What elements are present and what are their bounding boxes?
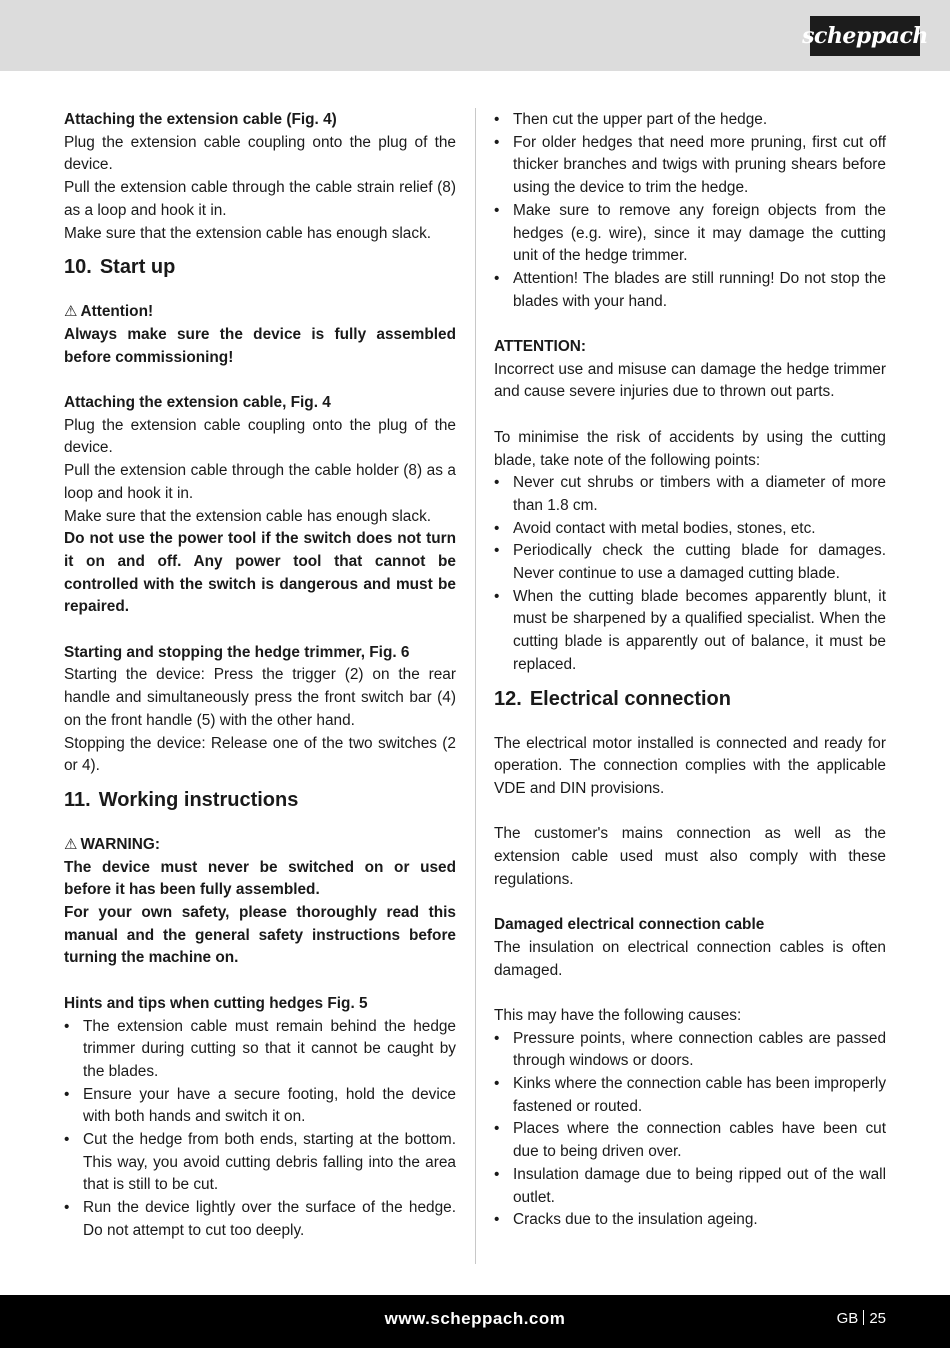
list-item: • Kinks where the connection cable has been improperly fastened or routed. <box>494 1073 886 1118</box>
list-item: • The extension cable must remain behind the hedge trimmer during cutting so that it cannot be caught by the blades. <box>64 1016 456 1084</box>
paragraph: Plug the extension cable coupling onto the plug of the device. <box>64 133 456 174</box>
list-item: • For older hedges that need more pruning, first cut off thicker branches and twigs with pruning shears before using the device to trim the hedge. <box>494 132 886 200</box>
list-item: • Pressure points, where connection cables are passed through windows or doors. <box>494 1028 886 1073</box>
list-item: • Periodically check the cutting blade for damages. Never continue to use a damaged cutting blade. <box>494 540 886 585</box>
bullet-list <box>494 109 886 313</box>
section-title: Starting and stopping the hedge trimmer, Fig. 6 <box>64 643 410 661</box>
warning-label: ⚠ WARNING: <box>64 834 456 857</box>
list-item: • Places where the connection cables have been cut due to being driven over. <box>494 1118 886 1163</box>
top-bar <box>0 0 950 71</box>
warning-triangle-icon: ⚠ <box>64 303 78 321</box>
paragraph: Pull the extension cable through the cable holder (8) as a loop and hook it in. <box>64 462 456 502</box>
paragraph: Incorrect use and misuse can damage the hedge trimmer and cause severe injuries due to thrown out parts. <box>494 360 886 401</box>
section-title: Damaged electrical connection cable <box>494 916 765 934</box>
paragraph: Plug the extension cable coupling onto the plug of the device. <box>64 416 456 457</box>
list-item: • When the cutting blade becomes apparently blunt, it must be sharpened by a qualified specialist. When the cutting blade is apparently out of balance, it must be replaced. <box>494 586 886 677</box>
list-item: • Ensure your have a secure footing, hold the device with both hands and switch it on. <box>64 1084 456 1129</box>
heading-start-up: 10. Start up <box>64 256 176 279</box>
paragraph: The insulation on electrical connection cables is often damaged. <box>494 938 886 979</box>
warning-text: The device must never be switched on or used before it has been fully assembled. <box>64 858 456 899</box>
paragraph: The customer's mains connection as well as the extension cable used must also comply with these regulations. <box>494 825 886 888</box>
paragraph: To minimise the risk of accidents by using the cutting blade, take note of the following points: <box>494 428 886 469</box>
list-item: • Insulation damage due to being ripped out of the wall outlet. <box>494 1164 886 1209</box>
bullet-list <box>64 1016 456 1243</box>
brand-logo: scheppach <box>810 16 920 56</box>
section-title: Hints and tips when cutting hedges Fig. 5 <box>64 994 368 1012</box>
attention-text: Always make sure the device is fully assembled before commissioning! <box>64 325 456 366</box>
bold-warning-paragraph: Do not use the power tool if the switch does not turn it on and off. Any power tool that cannot be controlled with the switch is dangerous and must be repaired. <box>64 530 456 616</box>
warning-triangle-icon: ⚠ <box>64 835 78 853</box>
list-item: • Never cut shrubs or timbers with a diameter of more than 1.8 cm. <box>494 472 886 517</box>
list-item: • Then cut the upper part of the hedge. <box>494 109 886 132</box>
right-column <box>494 109 886 1232</box>
bullet-list <box>494 1028 886 1232</box>
heading-electrical-connection: 12. Electrical connection <box>494 687 731 710</box>
attention-label: ⚠ Attention! <box>64 301 456 324</box>
section-title: Attaching the extension cable (Fig. 4) <box>64 111 337 128</box>
paragraph: Starting the device: Press the trigger (2) on the rear handle and simultaneously press the front switch bar (4) on the front handle (5) with the other hand. <box>64 666 456 729</box>
website-link[interactable]: www.scheppach.com <box>384 1309 566 1328</box>
footer-bar <box>0 1295 950 1348</box>
paragraph: Make sure that the extension cable has enough slack. <box>64 224 432 242</box>
section-title: Attaching the extension cable, Fig. 4 <box>64 394 331 412</box>
left-column <box>64 109 456 1243</box>
heading-working-instructions: 11. Working instructions <box>64 788 299 811</box>
paragraph: The electrical motor installed is connected and ready for operation. The connection complies with the applicable VDE and DIN provisions. <box>494 734 886 797</box>
page-number: GB 25 <box>836 1310 886 1327</box>
list-item: • Avoid contact with metal bodies, stones, etc. <box>494 518 886 541</box>
list-item: • Attention! The blades are still running! Do not stop the blades with your hand. <box>494 268 886 313</box>
list-item: • Run the device lightly over the surface of the hedge. Do not attempt to cut too deeply. <box>64 1197 456 1242</box>
list-item: • Cut the hedge from both ends, starting at the bottom. This way, you avoid cutting debris falling into the area that is still to be cut. <box>64 1129 456 1197</box>
paragraph: This may have the following causes: <box>494 1006 742 1024</box>
list-item: • Make sure to remove any foreign objects from the hedges (e.g. wire), since it may damage the cutting unit of the hedge trimmer. <box>494 200 886 268</box>
warning-text: For your own safety, please thoroughly read this manual and the general safety instructions before turning the machine on. <box>64 904 456 967</box>
list-item: • Cracks due to the insulation ageing. <box>494 1209 886 1232</box>
paragraph: Pull the extension cable through the cable strain relief (8) as a loop and hook it in. <box>64 179 456 219</box>
column-divider <box>475 108 476 1264</box>
paragraph: Stopping the device: Release one of the two switches (2 or 4). <box>64 734 456 775</box>
paragraph: Make sure that the extension cable has enough slack. <box>64 507 432 525</box>
bullet-list <box>494 472 886 676</box>
attention-title: ATTENTION: <box>494 338 587 356</box>
